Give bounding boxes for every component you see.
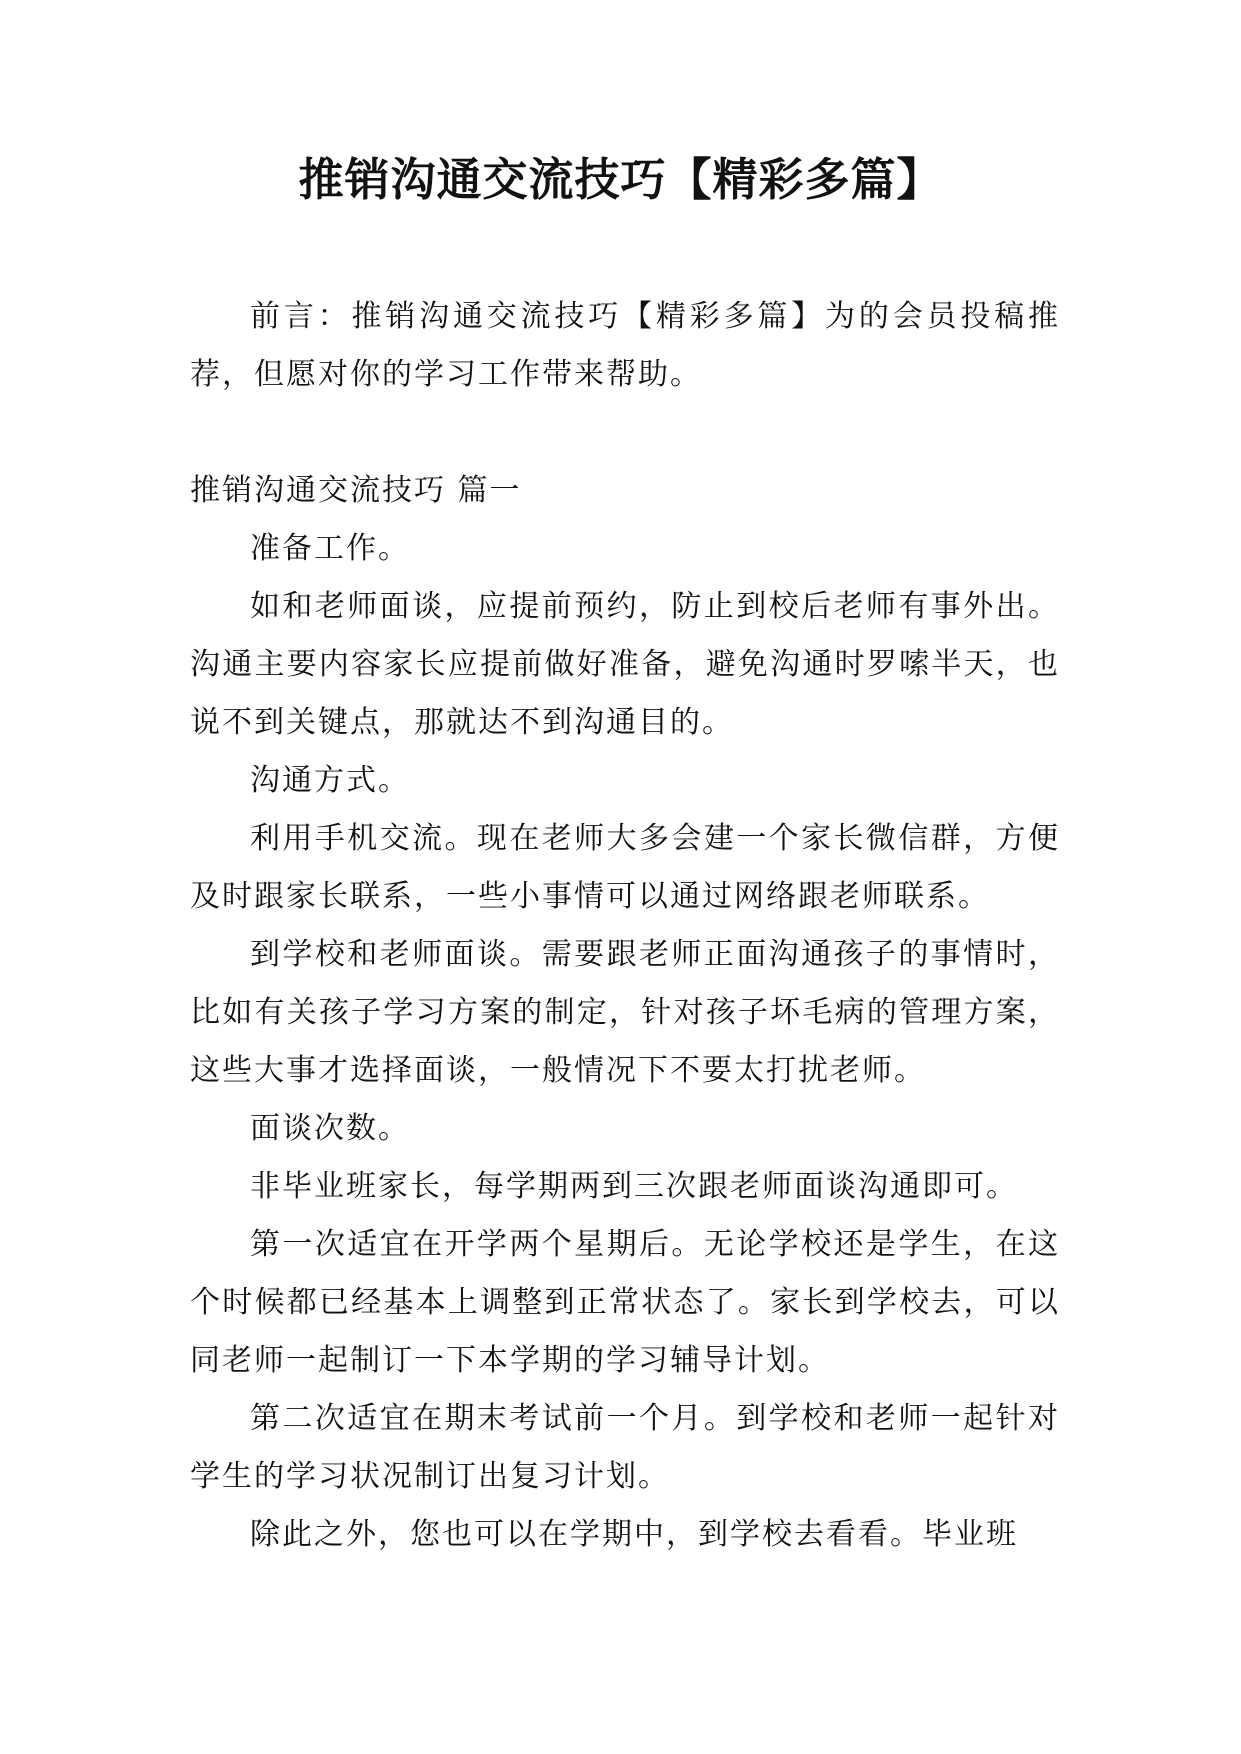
body-paragraph-10: 除此之外，您也可以在学期中，到学校去看看。毕业班 bbox=[250, 1517, 1018, 1552]
paragraph-gap bbox=[190, 404, 1060, 462]
preface-paragraph: 前言：推销沟通交流技巧【精彩多篇】为的会员投稿推荐，但愿对你的学习工作带来帮助。 bbox=[190, 299, 1060, 392]
body-paragraph-6: 面谈次数。 bbox=[250, 1111, 410, 1146]
body-paragraph-2: 如和老师面谈，应提前预约，防止到校后老师有事外出。沟通主要内容家长应提前做好准备，避免沟通时罗嗦半天，也说不到关键点，那就达不到沟通目的。 bbox=[190, 589, 1060, 740]
body-paragraph-9: 第二次适宜在期末考试前一个月。到学校和老师一起针对学生的学习状况制订出复习计划。 bbox=[190, 1401, 1060, 1494]
body-paragraph-8: 第一次适宜在开学两个星期后。无论学校还是学生，在这个时候都已经基本上调整到正常状态了。家长到学校去，可以同老师一起制订一下本学期的学习辅导计划。 bbox=[190, 1227, 1060, 1378]
section-heading: 推销沟通交流技巧 篇一 bbox=[190, 473, 522, 508]
body-paragraph-7: 非毕业班家长，每学期两到三次跟老师面谈沟通即可。 bbox=[250, 1169, 1018, 1204]
document-body bbox=[190, 288, 1060, 1564]
document-title: 推销沟通交流技巧【精彩多篇】 bbox=[298, 153, 943, 206]
body-paragraph-3: 沟通方式。 bbox=[250, 763, 410, 798]
body-paragraph-1: 准备工作。 bbox=[250, 531, 410, 566]
body-paragraph-5: 到学校和老师面谈。需要跟老师正面沟通孩子的事情时，比如有关孩子学习方案的制定，针对孩子坏毛病的管理方案，这些大事才选择面谈，一般情况下不要太打扰老师。 bbox=[190, 937, 1060, 1088]
body-paragraph-4: 利用手机交流。现在老师大多会建一个家长微信群，方便及时跟家长联系，一些小事情可以通过网络跟老师联系。 bbox=[190, 821, 1060, 914]
